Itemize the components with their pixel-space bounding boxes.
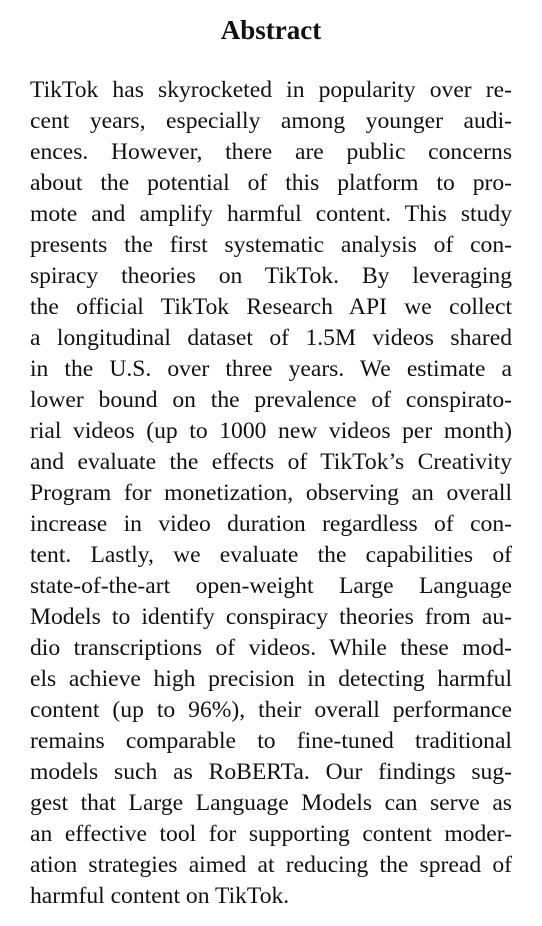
abstract-line: els achieve high precision in detecting harmful xyxy=(30,666,512,692)
abstract-line: ences. However, there are public concerns xyxy=(30,139,512,165)
abstract-line: TikTok has skyrocketed in popularity over re- xyxy=(30,77,512,103)
abstract-line: increase in video duration regardless of con- xyxy=(30,511,512,537)
abstract-line: a longitudinal dataset of 1.5M videos shared xyxy=(30,325,512,351)
abstract-line: cent years, especially among younger audi- xyxy=(30,108,512,134)
abstract-line: in the U.S. over three years. We estimate a xyxy=(30,356,512,382)
abstract-line: about the potential of this platform to pro- xyxy=(30,170,512,196)
abstract-line: models such as RoBERTa. Our findings sug- xyxy=(30,759,512,785)
abstract-line: Models to identify conspiracy theories from au- xyxy=(30,604,512,630)
abstract-title: Abstract xyxy=(220,15,322,45)
abstract-line: and evaluate the effects of TikTok’s Creativity xyxy=(30,449,512,475)
abstract-line: gest that Large Language Models can serve as xyxy=(30,790,512,816)
abstract-line: ation strategies aimed at reducing the spread of xyxy=(30,852,512,878)
abstract-line: presents the first systematic analysis of con- xyxy=(30,232,512,258)
abstract-line: content (up to 96%), their overall performance xyxy=(30,697,512,723)
abstract-line: dio transcriptions of videos. While these mod- xyxy=(30,635,512,661)
abstract-line: rial videos (up to 1000 new videos per month) xyxy=(30,418,512,444)
abstract-line: state-of-the-art open-weight Large Language xyxy=(30,573,512,599)
abstract-line: tent. Lastly, we evaluate the capabilities of xyxy=(30,542,512,568)
abstract-line-last: harmful content on TikTok. xyxy=(30,883,290,909)
abstract-line: mote and amplify harmful content. This study xyxy=(30,201,512,227)
abstract-line: the official TikTok Research API we collect xyxy=(30,294,512,320)
abstract-line: spiracy theories on TikTok. By leveraging xyxy=(30,263,512,289)
abstract-line: Program for monetization, observing an overall xyxy=(30,480,512,506)
abstract-line: lower bound on the prevalence of conspirato- xyxy=(30,387,512,413)
abstract-line: remains comparable to fine-tuned traditional xyxy=(30,728,512,754)
abstract-line: an effective tool for supporting content moder- xyxy=(30,821,512,847)
